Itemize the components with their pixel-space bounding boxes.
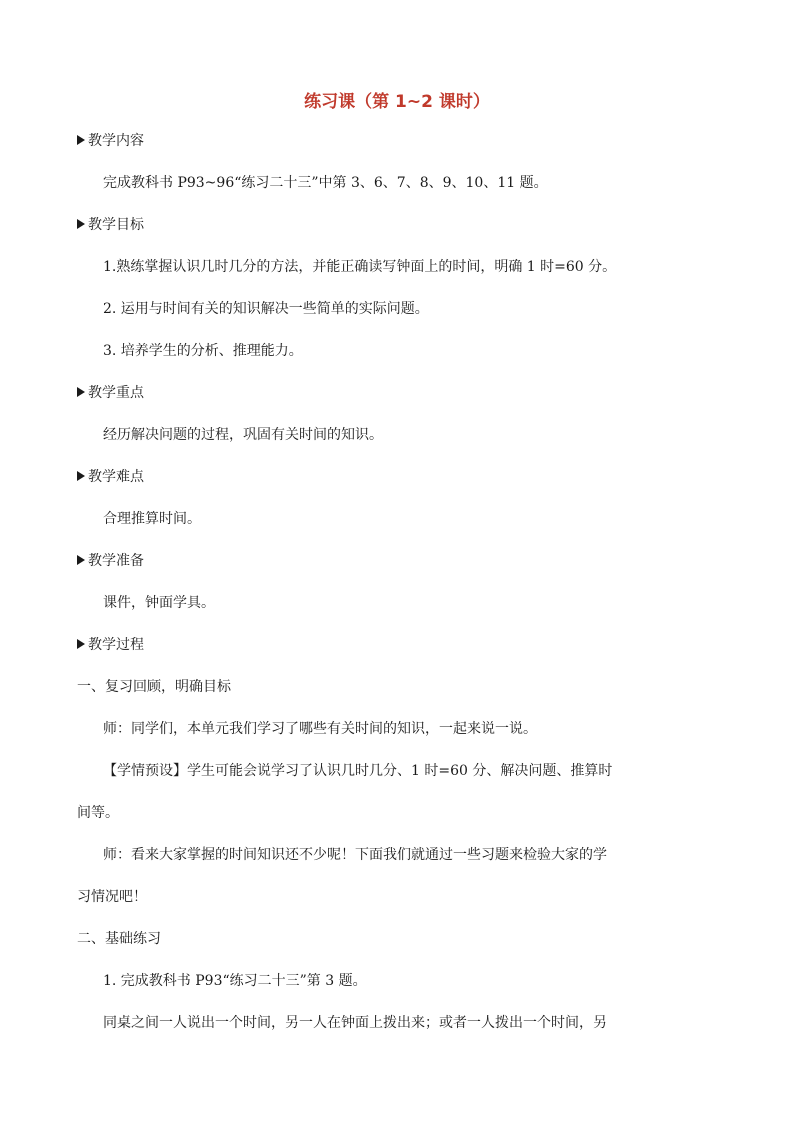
heading-text: 教学内容 — [88, 133, 144, 149]
section-title: 二、基础练习 — [77, 931, 161, 947]
goal-item: 2. 运用与时间有关的知识解决一些简单的实际问题。 — [103, 301, 429, 317]
paragraph-continuation: 习情况吧！ — [77, 889, 147, 905]
heading-preparation — [77, 551, 144, 571]
paragraph: 完成教科书 P93~96“练习二十三”中第 3、6、7、8、9、10、11 题。 — [103, 175, 548, 191]
heading-text: 教学重点 — [88, 385, 144, 401]
document-title: 练习课（第 1~2 课时） — [304, 92, 490, 112]
heading-teaching-content — [77, 131, 144, 151]
paragraph-line: 【学情预设】学生可能会说学习了认识几时几分、1 时=60 分、解决问题、推算时 — [103, 763, 613, 779]
heading-text: 教学过程 — [88, 637, 144, 653]
triangle-bullet-icon — [77, 219, 85, 229]
paragraph: 师：同学们，本单元我们学习了哪些有关时间的知识，一起来说一说。 — [103, 721, 537, 737]
goal-item: 1.熟练掌握认识几时几分的方法，并能正确读写钟面上的时间，明确 1 时=60 分。 — [103, 259, 617, 275]
heading-text: 教学难点 — [88, 469, 144, 485]
section-title: 一、复习回顾，明确目标 — [77, 679, 231, 695]
paragraph-line: 同桌之间一人说出一个时间，另一人在钟面上拨出来；或者一人拨出一个时间，另 — [103, 1015, 607, 1031]
heading-text: 教学准备 — [88, 553, 144, 569]
heading-key-points — [77, 383, 144, 403]
paragraph: 合理推算时间。 — [103, 511, 201, 527]
triangle-bullet-icon — [77, 555, 85, 565]
triangle-bullet-icon — [77, 471, 85, 481]
paragraph: 1. 完成教科书 P93“练习二十三”第 3 题。 — [103, 973, 367, 989]
heading-text: 教学目标 — [88, 217, 144, 233]
heading-teaching-process — [77, 635, 144, 655]
goal-item: 3. 培养学生的分析、推理能力。 — [103, 343, 303, 359]
heading-teaching-goals — [77, 215, 144, 235]
heading-difficulties — [77, 467, 144, 487]
paragraph-continuation: 间等。 — [77, 805, 119, 821]
paragraph-line: 师：看来大家掌握的时间知识还不少呢！下面我们就通过一些习题来检验大家的学 — [103, 847, 607, 863]
paragraph: 经历解决问题的过程，巩固有关时间的知识。 — [103, 427, 383, 443]
triangle-bullet-icon — [77, 387, 85, 397]
triangle-bullet-icon — [77, 639, 85, 649]
triangle-bullet-icon — [77, 135, 85, 145]
paragraph: 课件，钟面学具。 — [103, 595, 215, 611]
